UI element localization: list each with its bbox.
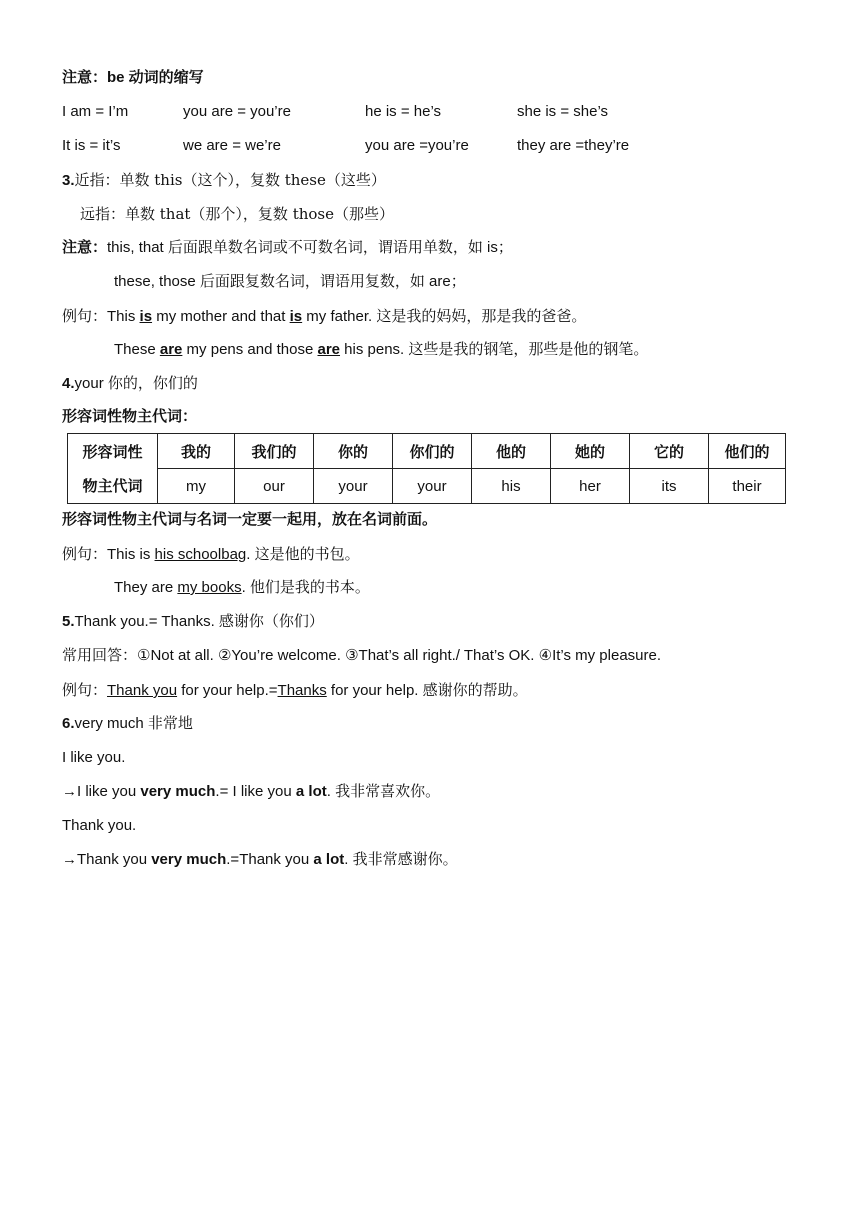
contraction-i-am: I am = I’m [62, 103, 129, 120]
table-cell: its [630, 469, 709, 504]
sec6-line3: Thank you. [62, 817, 137, 834]
contraction-he-is: he is = he’s [365, 103, 442, 120]
table-row-label-bottom: 物主代词 [68, 469, 158, 504]
table-header-cell: 他的 [472, 434, 551, 469]
table-cell: my [158, 469, 235, 504]
text-run: my mother and that [152, 308, 290, 325]
sec6-number: 6. [62, 715, 75, 732]
text-run: .=Thank you [226, 851, 314, 868]
sec5-example-label: 例句： [62, 681, 108, 699]
sec6-line4 [62, 850, 458, 870]
text-run: . 我非常喜欢你。 [326, 783, 441, 800]
text-run: . 这是他的书包。 [246, 546, 360, 563]
sec4-rule: 形容词性物主代词与名词一定要一起用，放在名词前面。 [62, 511, 438, 528]
table-cell: their [709, 469, 786, 504]
table-header-cell: 它的 [630, 434, 709, 469]
underlined-phrase: his schoolbag [154, 546, 247, 563]
sec3-note1-text: this, that 后面跟单数名词或不可数名词，谓语用单数，如 is； [107, 239, 513, 256]
table-header-cell: 她的 [551, 434, 630, 469]
text-run: for your help. 感谢你的帮助。 [326, 682, 528, 699]
table-cell: her [551, 469, 630, 504]
table-header-cell: 我的 [158, 434, 235, 469]
bold-phrase: a lot [295, 783, 327, 800]
table-header-cell: 你们的 [393, 434, 472, 469]
bold-phrase: very much [140, 783, 216, 800]
table-row [68, 434, 786, 469]
text-run: .= I like you [215, 783, 296, 800]
contraction-we-are: we are = we’re [183, 137, 281, 154]
sec3-note-label: 注意： [62, 239, 108, 256]
text-run: my pens and those [182, 341, 318, 358]
sec5-title-text: Thank you.= Thanks. 感谢你（你们） [74, 613, 324, 630]
bold-phrase: a lot [313, 851, 345, 868]
contraction-you-are: you are = you’re [183, 103, 291, 120]
text-run: . 我非常感谢你。 [344, 851, 458, 868]
sec5-replies: 常用回答：①Not at all. ②You’re welcome. ③That’s all right./ That’s OK. ④It’s my pleasure. [62, 647, 662, 664]
sec6-title-text: very much 非常地 [74, 715, 193, 732]
sec4-example2 [114, 578, 370, 598]
sec5-example [62, 680, 528, 701]
table-header-cell: 你的 [314, 434, 393, 469]
sec4-example-label: 例句： [62, 545, 108, 563]
sec4-title [62, 374, 198, 394]
table-row [68, 469, 786, 504]
underlined-phrase: my books [177, 579, 242, 596]
table-header-cell: 我们的 [235, 434, 314, 469]
text-run: This [107, 308, 140, 325]
sec3-example-label: 例句： [62, 307, 108, 325]
bold-phrase: very much [151, 851, 227, 868]
table-cell: our [235, 469, 314, 504]
sec4-title-text: your 你的，你们的 [74, 375, 198, 392]
sec3-example2 [114, 340, 648, 360]
sec3-near [62, 170, 386, 191]
sec3-note2: these, those 后面跟复数名词，谓语用复数，如 are； [114, 273, 466, 290]
contraction-she-is: she is = she’s [517, 103, 609, 120]
contraction-they-are: they are =they’re [517, 137, 630, 154]
sec3-far: 远指：单数 that（那个），复数 those（那些） [80, 205, 394, 223]
sec3-number: 3. [62, 172, 75, 189]
emphasis-is: is [289, 308, 303, 325]
sec4-number: 4. [62, 375, 75, 392]
table-cell: your [393, 469, 472, 504]
underlined-phrase: Thanks [277, 682, 327, 699]
table-header-cell: 他们的 [709, 434, 786, 469]
sec4-subtitle: 形容词性物主代词： [62, 408, 198, 425]
sec5-number: 5. [62, 613, 75, 630]
possessive-pronoun-table [67, 433, 786, 504]
contraction-you-are-plural: you are =you’re [365, 137, 469, 154]
sec6-line2 [62, 782, 440, 802]
contraction-it-is: It is = it’s [62, 137, 121, 154]
sec3-note1 [62, 238, 513, 258]
underlined-phrase: Thank you [107, 682, 178, 699]
text-run: . 他们是我的书本。 [241, 579, 370, 596]
text-run: for your help.= [177, 682, 278, 699]
sec4-example1 [62, 544, 360, 565]
text-run: They are [114, 579, 178, 596]
table-cell: your [314, 469, 393, 504]
sec6-line1: I like you. [62, 749, 126, 766]
text-run: These [114, 341, 160, 358]
text-run: my father. 这是我的妈妈，那是我的爸爸。 [302, 308, 587, 325]
table-row-label-top: 形容词性 [68, 434, 158, 469]
sec3-example1 [62, 306, 586, 327]
text-run: →Thank you [62, 851, 152, 868]
emphasis-are: are [317, 341, 341, 358]
sec6-title [62, 714, 193, 734]
table-cell: his [472, 469, 551, 504]
sec3-near-text: 近指：单数 this（这个），复数 these（这些） [74, 171, 386, 189]
text-run: This is [107, 546, 155, 563]
text-run: his pens. 这些是我的钢笔，那些是他的钢笔。 [340, 341, 649, 358]
emphasis-is: is [139, 308, 153, 325]
note-be-title: 注意：be 动词的缩写 [62, 69, 204, 86]
sec5-title [62, 612, 324, 632]
emphasis-are: are [159, 341, 183, 358]
text-run: →I like you [62, 783, 141, 800]
